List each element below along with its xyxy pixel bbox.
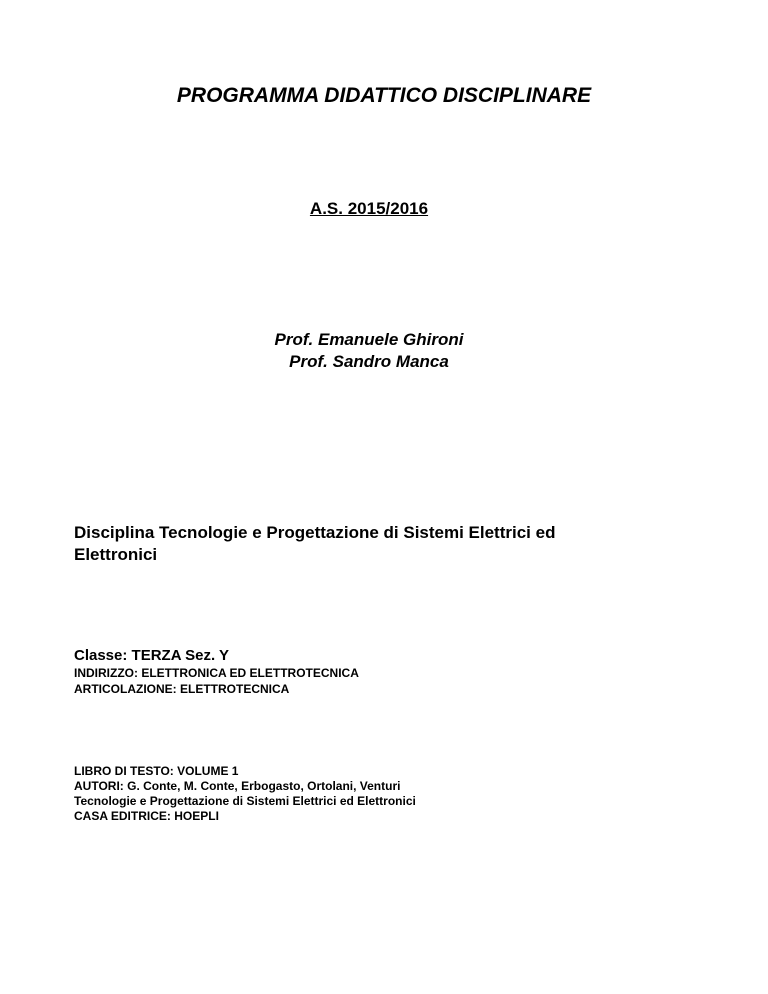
class-info bbox=[74, 646, 714, 697]
discipline-line: Disciplina Tecnologie e Progettazione di Sistemi Elettrici ed bbox=[74, 523, 556, 542]
indirizzo-label: INDIRIZZO: ELETTRONICA ED ELETTROTECNICA bbox=[74, 666, 359, 680]
teacher-name: Prof. Sandro Manca bbox=[289, 352, 449, 371]
discipline-line: Elettronici bbox=[74, 545, 158, 564]
school-year: A.S. 2015/2016 bbox=[309, 199, 429, 218]
class-label: Classe: TERZA Sez. Y bbox=[74, 647, 230, 664]
discipline-heading bbox=[74, 522, 714, 566]
textbook-info bbox=[74, 764, 714, 824]
textbook-title: Tecnologie e Progettazione di Sistemi Elettrici ed Elettronici bbox=[74, 794, 416, 808]
articolazione-label: ARTICOLAZIONE: ELETTROTECNICA bbox=[74, 682, 290, 696]
textbook-authors: AUTORI: G. Conte, M. Conte, Erbogasto, Ortolani, Venturi bbox=[74, 779, 401, 793]
teacher-name: Prof. Emanuele Ghironi bbox=[274, 330, 464, 349]
teachers-block bbox=[0, 329, 738, 373]
textbook-publisher: CASA EDITRICE: HOEPLI bbox=[74, 809, 219, 823]
page-title: PROGRAMMA DIDATTICO DISCIPLINARE bbox=[176, 84, 592, 107]
textbook-volume: LIBRO DI TESTO: VOLUME 1 bbox=[74, 764, 239, 778]
